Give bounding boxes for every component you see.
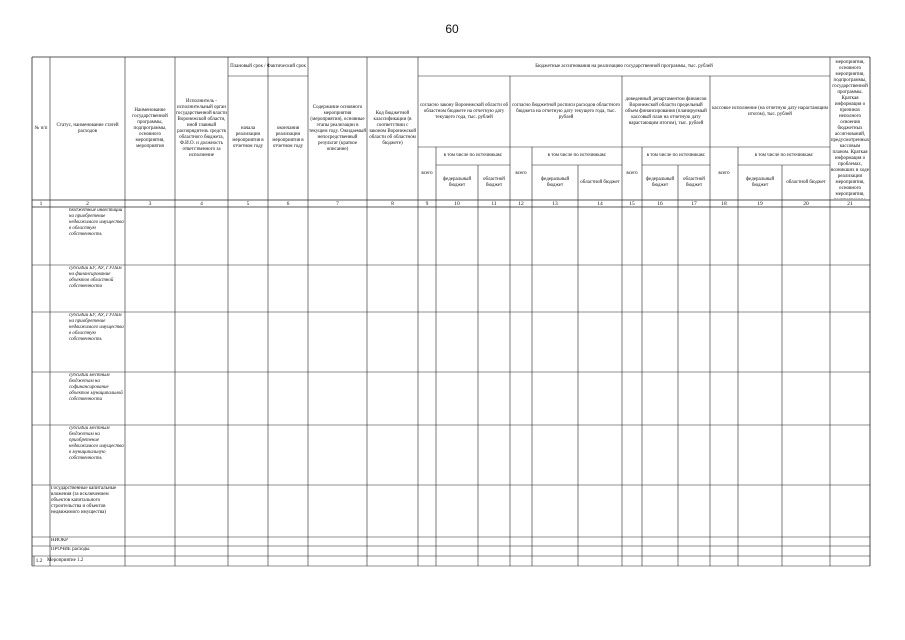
row-label: бюджетные инвестиции на приобретение недвижимого имущества в областную собственность [69,208,124,237]
header-results: мероприятия, основного мероприятия, подпрограммы, государственной программы. Краткая информация о причинах неполного освоения бюджетных ассигнований, предусмотренных кассовым планом. Краткая информация о проблемах, возникших в ходе реализации мероприятия, основного мероприятия, [831,59,869,197]
header-regional-2: областной бюджет [683,176,705,188]
column-number: 7 [336,201,339,206]
header-law-group: согласно закону Воронежской области об областном бюджете на отчетную дату текущего года, тыс. рублей [419,102,509,120]
last-row-number: 1.2 [35,558,43,564]
column-number: 3 [148,201,152,206]
row-label: Государственные капитальные вложения (за исключением объектов капитального строительства и объектов недвижимого имущества) [51,486,117,515]
column-number: 19 [757,201,763,206]
row-label: субсидии местным бюджетам на софинансирование объектов муниципальной собственности [69,373,123,402]
column-number: 5 [246,201,250,206]
header-regional-1: областной бюджет [580,179,620,185]
header-regional-3: областной бюджет [786,179,826,185]
column-number: 15 [629,201,635,206]
row-label: субсидии БУ, АУ, ГУПам на финансирование объектов областной собственности [69,266,122,289]
row-label: НИОКР [51,538,68,543]
header-federal-2: федеральный бюджет [645,176,675,188]
header-content: Содержание основного мероприятия (мероприятия), основные этапы реализации в текущем году. Ожидаемый непосредственный результат (краткое описание) [309,104,366,152]
column-number: 17 [691,201,697,206]
row-label: субсидии местным бюджетам на приобретение недвижимого имущества в муниципальную собственность [69,426,124,461]
header-program-name: Наименование государственной программы, подпрограммы, основного мероприятия, мероприятия [132,107,168,149]
header-federal-3: федеральный бюджет [745,176,775,188]
header-budget-group: Бюджетные ассигнования на реализацию государственной программы, тыс. рублей [535,63,713,69]
header-start: начала реализации мероприятия в отчетном году [232,126,264,149]
header-end: окончания реализации мероприятия в отчетном году [272,126,304,149]
row-label: ПРОЧИЕ расходы [51,547,90,552]
row-label: субсидии БУ, АУ, ГУПам на приобретение недвижимого имущества в областную собственность [69,313,124,342]
header-total-0: всего [421,170,433,176]
column-number: 4 [200,201,203,206]
header-total-1: всего [515,170,527,176]
header-term-group: Плановый срок / Фактический срок [230,63,306,69]
page-number: 60 [445,22,459,36]
column-number: 13 [552,201,558,206]
header-kbk: Код бюджетной классификации (в соответствии с законом Воронежской области об областном бюджете) [368,110,417,146]
header-executor: Исполнитель - исполнительный орган государственной власти Воронежской области, иной главный распорядитель средств областного бюджета, Ф.И.О. и должность ответственного за исполнение [176,98,227,158]
column-number: 8 [391,201,394,206]
column-number: 14 [597,201,603,206]
header-incl-sources-0: в том числе по источникам: [443,153,503,158]
header-total-2: всего [626,170,638,176]
header-total-3: всего [718,170,730,176]
header-incl-sources-2: в том числе по источникам: [646,153,706,158]
column-number: 10 [454,201,460,206]
header-limit-group: доведенный департаментом финансов Воронежской области предельный объем финансирования (планируемый кассовый план на отчетную дату нарастающим итогом), тыс. рублей [625,96,707,126]
column-number: 20 [803,201,809,206]
header-federal-1: федеральный бюджет [540,176,570,188]
last-row-label: Мероприятие 1.2 [47,558,84,563]
column-number: 18 [721,201,727,206]
header-federal-0: федеральный бюджет [442,176,472,188]
column-number: 16 [657,201,663,206]
column-number: 9 [425,201,429,206]
header-regional-0: областной бюджет [483,176,505,188]
column-number: 21 [847,201,853,206]
column-number: 2 [86,201,89,206]
header-registry-group: согласно бюджетной росписи расходов областного бюджета на отчетную дату текущего года, тыс. рублей [511,102,620,120]
column-number: 12 [518,201,524,206]
column-number: 11 [491,201,497,206]
header-status: Статус, наименование статей расходов [56,122,119,134]
header-incl-sources-3: в том числе по источникам: [754,153,814,158]
column-number: 6 [286,201,290,206]
header-incl-sources-1: в том числе по источникам: [547,153,607,158]
column-number: 1 [39,201,43,206]
header-cash-group: кассовое исполнение (на отчетную дату нарастающим итогом), тыс. рублей [712,105,828,117]
header-number: № п/п [34,125,48,131]
